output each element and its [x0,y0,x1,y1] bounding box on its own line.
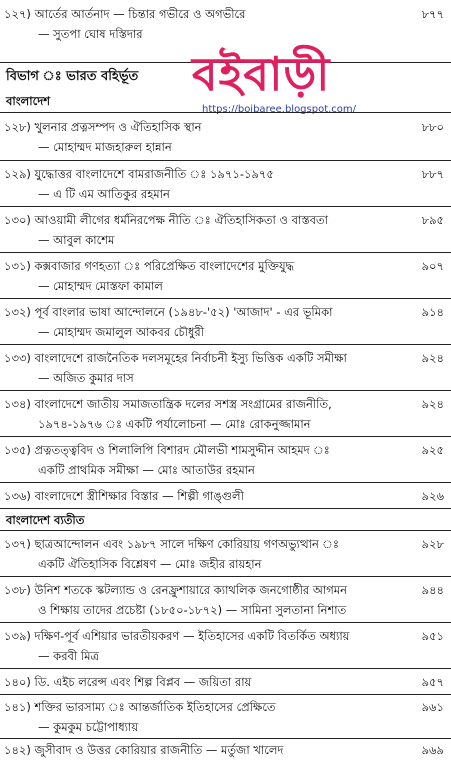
divider [0,668,451,669]
entry-number: ১২৯) [4,167,31,181]
entry-author: একটি ঐতিহাসিক বিশ্লেষণ — মোঃ জহীর রায়হান [38,557,262,571]
entry-number: ১২৮) [4,120,31,134]
toc-entry [4,348,448,388]
entry-title: বাংলাদেশে জাতীয় সমাজতান্ত্রিক দলের সশস্ত্র সংগ্রামের রাজনীতি, [34,397,332,411]
entry-page: ৮৭৭ [421,7,444,21]
entry-number: ১৩৩) [4,351,31,365]
toc-entry [4,117,448,157]
entry-number: ১৪১) [4,700,31,714]
entry-author: একটি প্রাথমিক সমীক্ষা — মোঃ আতাউর রহমান [38,463,255,477]
entry-number: ১৩৯) [4,629,31,643]
divider [0,436,451,437]
toc-entry [4,534,448,574]
entry-author: — অজিত কুমার দাস [38,371,134,385]
entry-page: ৮৯৫ [421,213,444,227]
divider [0,298,451,299]
entry-page: ৯৬১ [421,700,444,714]
divider [0,206,451,207]
entry-title: পূর্ব বাংলার ভাষা আন্দোলনে (১৯৪৮-'৫২) 'আজাদ' - এর ভূমিকা [34,305,333,319]
toc-entry [4,256,448,296]
divider [0,576,451,577]
divider [0,390,451,391]
entry-number: ১৩৭) [4,537,31,551]
divider [0,738,451,739]
toc-entry [4,302,448,342]
entry-page: ৯২৪ [421,351,444,365]
entry-title: কক্সবাজার গণহত্যা ঃ পরিপ্রেক্ষিত বাংলাদেশের মুক্তিযুদ্ধ [34,259,295,273]
entry-page: ৮৮৭ [421,167,444,181]
entry-page: ৯৪৪ [421,583,444,597]
entry-author: — করবী মিত্র [38,649,99,663]
entry-number: ১৩৫) [4,443,31,457]
entry-number: ১৩৮) [4,583,31,597]
entry-page: ৯২৪ [421,397,444,411]
entry-title: ছাত্রআন্দোলন এবং ১৯৮৭ সালে দক্ষিণ কোরিয়ায় গণঅভ্যুত্থান ঃ [34,537,339,551]
toc-entry [4,580,448,620]
entry-author: ও শিক্ষায় তাদের প্রচেষ্টা (১৮৫০-১৮৭২) — সামিনা সুলতানা নিশাত [38,603,347,617]
entry-author: — মোহাম্মদ মোস্তফা কামাল [38,279,163,293]
divider [0,530,451,531]
entry-author: — এ টি এম আতিকুর রহমান [38,187,170,201]
entry-number: ১৪০) [4,675,31,689]
entry-number: ১৩০) [4,213,31,227]
entry-title: শক্তির ভারসাম্য ঃ আন্তর্জাতিক ইতিহাসের প্রেক্ষিতে [34,700,276,714]
toc-entry [4,486,448,506]
toc-entry [4,440,448,480]
entry-author: — কুমকুম চট্টোপাধ্যায় [38,720,139,734]
divider [0,508,451,509]
toc-entry [4,697,448,737]
entry-page: ৯২৫ [421,443,444,457]
entry-author: — মোহাম্মদ জমালুল আকবর চৌধুরী [38,325,205,339]
entry-title: উনিশ শতকে স্কটল্যান্ড ও রেনফ্রুশায়ারে ক্যাথলিক জনগোষ্ঠীর আগমন [34,583,348,597]
toc-entry [4,210,448,250]
entry-number: ১৩৬) [4,489,31,503]
entry-number: ১৩২) [4,305,31,319]
entry-title: বাংলাদেশে রাজনৈতিক দলসমূহের নির্বাচনী ইস্যু ভিত্তিক একটি সমীক্ষা [34,351,347,365]
entry-author: — সুতপা ঘোষ দস্তিদার [38,27,143,41]
entry-title: ডি. এইচ লরেন্স এবং শিল্প বিপ্লব — জয়িতা রায় [34,675,252,689]
entry-page: ৯২৬ [421,489,444,503]
divider [0,252,451,253]
entry-page: ৯০৭ [421,259,444,273]
toc-entry [4,394,448,434]
entry-page: ৮৮০ [421,120,444,134]
subsection-heading-bangladesh: বাংলাদেশ [6,94,51,108]
entry-number: ১২৭) [4,7,31,21]
divider [0,482,451,483]
entry-title: জুসীবাদ ও উত্তর কোরিয়ার রাজনীতি — মর্তুজা খালেদ [34,743,284,757]
entry-author: ১৯৭৪-১৯৭৬ ঃ একটি পর্যালোচনা — মোঃ রোকনুজ্জামান [38,417,311,431]
entry-title: যুদ্ধোত্তর বাংলাদেশে বামরাজনীতি ঃ ১৯৭১-১৯৭৫ [34,167,274,181]
toc-entry [4,164,448,204]
divider [0,694,451,695]
logo-url: https://boibaree.blogspot.com/ [202,104,357,115]
entry-title: বাংলাদেশে স্ত্রীশিক্ষার বিস্তার — শিল্পী গাঙ্গুলী [34,489,244,503]
toc-entry [4,740,448,760]
entry-title: আওয়ামী লীগের ধর্মনিরপেক্ষ নীতি ঃ ঐতিহাসিকতা ও বাস্তবতা [34,213,328,227]
entry-title: প্রত্নতত্ত্ববিদ ও শিলালিপি বিশারদ মৌলভী শামসুদ্দীন আহমদ ঃ [34,443,330,457]
divider [0,622,451,623]
toc-entry [4,4,448,44]
section-heading: বিভাগ ঃ ভারত বহির্ভূত [6,69,139,84]
entry-page: ৯৬৯ [421,743,444,757]
subsection-heading-outside-bangladesh: বাংলাদেশ ব্যতীত [6,513,85,527]
entry-title: আর্তের আর্তনাদ — চিন্তার গভীরে ও অগভীরে [34,7,246,21]
entry-page: ৯৫৭ [421,675,444,689]
entry-title: খুলনার প্রত্নসম্পদ ও ঐতিহাসিক স্থান [34,120,202,134]
entry-author: — আবুল কাশেম [38,233,115,247]
toc-entry [4,626,448,666]
divider [0,344,451,345]
entry-page: ৯১৪ [421,305,444,319]
entry-page: ৯৫১ [421,629,444,643]
boibaree-logo [192,46,392,102]
entry-author: — মোহাম্মদ মাজহারুল হান্নান [38,140,172,154]
toc-entry [4,672,448,692]
entry-number: ১৪২) [4,743,31,757]
divider [0,160,451,161]
entry-title: দক্ষিণ-পূর্ব এশিয়ার ভারতীয়করণ — ইতিহাসের একটি বিতর্কিত অধ্যায় [34,629,350,643]
entry-number: ১৩৪) [4,397,31,411]
entry-number: ১৩১) [4,259,31,273]
divider [0,112,451,113]
logo-text: বইবাড়ী [192,47,331,101]
entry-page: ৯২৮ [421,537,444,551]
